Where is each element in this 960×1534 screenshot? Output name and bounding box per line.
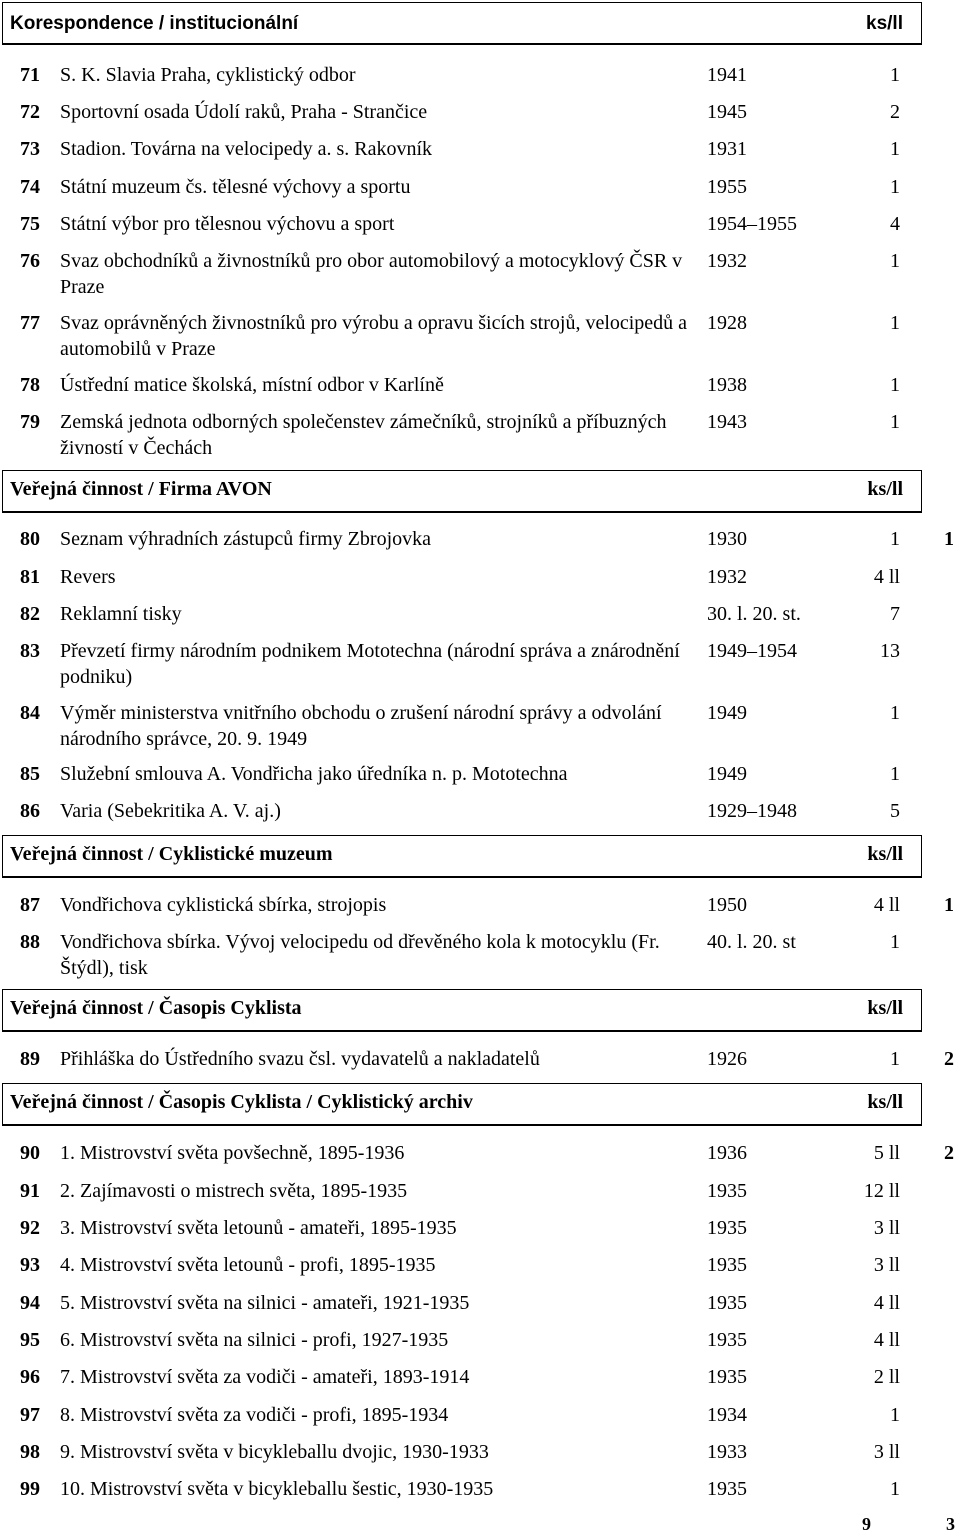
item-number: 81 [20,566,40,588]
item-number: 84 [20,702,40,724]
item-title: 10. Mistrovství světa v bicykleballu šestic, 1930-1935 [60,1478,494,1500]
item-number: 80 [20,528,40,550]
item-title: 7. Mistrovství světa za vodiči - amateři, 1893-1914 [60,1366,470,1388]
section-title: Veřejná činnost / Časopis Cyklista [10,997,302,1019]
item-year: 1943 [707,411,747,433]
item-title: Seznam výhradních zástupců firmy Zbrojovka [60,528,431,550]
item-number: 91 [20,1180,40,1202]
item-year: 1945 [707,101,747,123]
item-year: 1938 [707,374,747,396]
item-number: 87 [20,894,40,916]
item-year: 1949 [707,763,747,785]
item-title: Výměr ministerstva vnitřního obchodu o zrušení národní správy a odvolání národního správce, 20. 9. 1949 [60,702,662,750]
section-title: Veřejná činnost / Cyklistické muzeum [10,843,333,865]
item-title: Zemská jednota odborných společenstev zámečníků, strojníků a příbuzných živností v Čechách [60,411,667,459]
section-title: Veřejná činnost / Firma AVON [10,478,272,500]
item-year: 1935 [707,1292,747,1314]
item-number: 79 [20,411,40,433]
item-title: Reklamní tisky [60,603,182,625]
item-title: Sportovní osada Údolí raků, Praha - Strančice [60,101,428,123]
item-year: 1932 [707,250,747,272]
item-count: 1 [890,763,900,785]
item-title: 2. Zajímavosti o mistrech světa, 1895-1935 [60,1180,408,1202]
item-number: 97 [20,1404,40,1426]
item-count: 5 ll [873,1142,900,1164]
section-title: Korespondence / institucionální [10,13,299,34]
item-count: 13 [880,640,900,662]
item-title: Státní muzeum čs. tělesné výchovy a sportu [60,176,411,198]
item-title: Převzetí firmy národním podnikem Mototechna (národní správa a znárodnění podniku) [60,640,680,688]
item-count: 5 [890,800,900,822]
item-count: 1 [890,702,900,724]
item-box: 1 [944,528,954,550]
item-year: 1935 [707,1478,747,1500]
section-unit: ks/ll [867,843,903,865]
section-heading [2,835,922,878]
item-title: S. K. Slavia Praha, cyklistický odbor [60,64,356,86]
item-title: Vondřichova sbírka. Vývoj velocipedu od dřevěného kola k motocyklu (Fr. Štýdl), tisk [60,931,660,979]
item-number: 93 [20,1254,40,1276]
item-year: 1930 [707,528,747,550]
item-year: 1935 [707,1217,747,1239]
footer-count-total: 9 [862,1514,871,1534]
item-count: 4 ll [873,1292,900,1314]
footer-box-total: 3 [946,1514,955,1534]
item-title: Varia (Sebekritika A. V. aj.) [60,800,281,822]
item-number: 76 [20,250,40,272]
item-count: 1 [890,1404,900,1426]
section-heading [2,470,922,513]
item-count: 2 [890,101,900,123]
item-count: 4 [890,213,900,235]
item-number: 92 [20,1217,40,1239]
item-count: 1 [890,1478,900,1500]
item-title: 5. Mistrovství světa na silnici - amateři, 1921-1935 [60,1292,470,1314]
item-title: 9. Mistrovství světa v bicykleballu dvojic, 1930-1933 [60,1441,489,1463]
item-box: 1 [944,894,954,916]
item-year: 1933 [707,1441,747,1463]
item-count: 1 [890,176,900,198]
item-number: 82 [20,603,40,625]
item-year: 1931 [707,138,747,160]
item-number: 98 [20,1441,40,1463]
item-count: 1 [890,411,900,433]
item-title: Vondřichova cyklistická sbírka, strojopis [60,894,387,916]
item-count: 4 ll [873,566,900,588]
section-unit: ks/ll [867,478,903,500]
item-count: 2 ll [873,1366,900,1388]
item-year: 30. l. 20. st. [707,603,801,625]
item-number: 77 [20,312,40,334]
item-box: 2 [944,1142,954,1164]
item-number: 88 [20,931,40,953]
item-title: Svaz oprávněných živnostníků pro výrobu a opravu šicích strojů, velocipedů a automobilů v Praze [60,312,688,360]
section-unit: ks/ll [867,1091,903,1113]
section-title: Veřejná činnost / Časopis Cyklista / Cyklistický archiv [10,1091,473,1113]
item-number: 99 [20,1478,40,1500]
item-number: 75 [20,213,40,235]
item-year: 40. l. 20. st [707,931,796,953]
item-count: 4 ll [873,1329,900,1351]
item-year: 1935 [707,1180,747,1202]
item-year: 1949–1954 [707,640,797,662]
item-year: 1935 [707,1366,747,1388]
item-year: 1928 [707,312,747,334]
item-count: 1 [890,312,900,334]
item-year: 1941 [707,64,747,86]
item-year: 1935 [707,1329,747,1351]
item-count: 3 ll [873,1217,900,1239]
item-count: 7 [890,603,900,625]
item-year: 1926 [707,1048,747,1070]
section-heading [2,989,922,1032]
item-number: 73 [20,138,40,160]
item-number: 74 [20,176,40,198]
item-number: 86 [20,800,40,822]
item-title: 6. Mistrovství světa na silnici - profi, 1927-1935 [60,1329,449,1351]
item-count: 1 [890,138,900,160]
item-number: 94 [20,1292,40,1314]
item-year: 1929–1948 [707,800,797,822]
section-heading [2,1083,922,1126]
item-year: 1950 [707,894,747,916]
item-number: 83 [20,640,40,662]
item-title: Přihláška do Ústředního svazu čsl. vydavatelů a nakladatelů [60,1048,540,1070]
item-number: 90 [20,1142,40,1164]
item-title: 3. Mistrovství světa letounů - amateři, 1895-1935 [60,1217,457,1239]
item-number: 85 [20,763,40,785]
item-count: 1 [890,1048,900,1070]
item-count: 1 [890,374,900,396]
item-box: 2 [944,1048,954,1070]
item-year: 1949 [707,702,747,724]
item-year: 1934 [707,1404,747,1426]
section-heading [2,2,922,45]
item-title: 8. Mistrovství světa za vodiči - profi, 1895-1934 [60,1404,449,1426]
item-count: 3 ll [873,1441,900,1463]
item-title: Ústřední matice školská, místní odbor v Karlíně [60,374,444,396]
item-title: Státní výbor pro tělesnou výchovu a sport [60,213,395,235]
item-count: 12 ll [863,1180,900,1202]
item-number: 78 [20,374,40,396]
item-number: 96 [20,1366,40,1388]
item-year: 1954–1955 [707,213,797,235]
item-count: 4 ll [873,894,900,916]
item-title: Revers [60,566,116,588]
item-count: 1 [890,528,900,550]
item-title: Svaz obchodníků a živnostníků pro obor automobilový a motocyklový ČSR v Praze [60,250,683,298]
item-number: 72 [20,101,40,123]
item-title: Služební smlouva A. Vondřicha jako úředníka n. p. Mototechna [60,763,568,785]
item-number: 95 [20,1329,40,1351]
item-count: 1 [890,931,900,953]
section-unit: ks/ll [866,13,903,34]
item-number: 71 [20,64,40,86]
item-title: Stadion. Továrna na velocipedy a. s. Rakovník [60,138,433,160]
item-count: 3 ll [873,1254,900,1276]
item-title: 4. Mistrovství světa letounů - profi, 1895-1935 [60,1254,436,1276]
item-count: 1 [890,64,900,86]
item-number: 89 [20,1048,40,1070]
item-year: 1935 [707,1254,747,1276]
item-count: 1 [890,250,900,272]
item-year: 1936 [707,1142,747,1164]
item-year: 1955 [707,176,747,198]
section-unit: ks/ll [867,997,903,1019]
item-year: 1932 [707,566,747,588]
item-title: 1. Mistrovství světa povšechně, 1895-1936 [60,1142,405,1164]
